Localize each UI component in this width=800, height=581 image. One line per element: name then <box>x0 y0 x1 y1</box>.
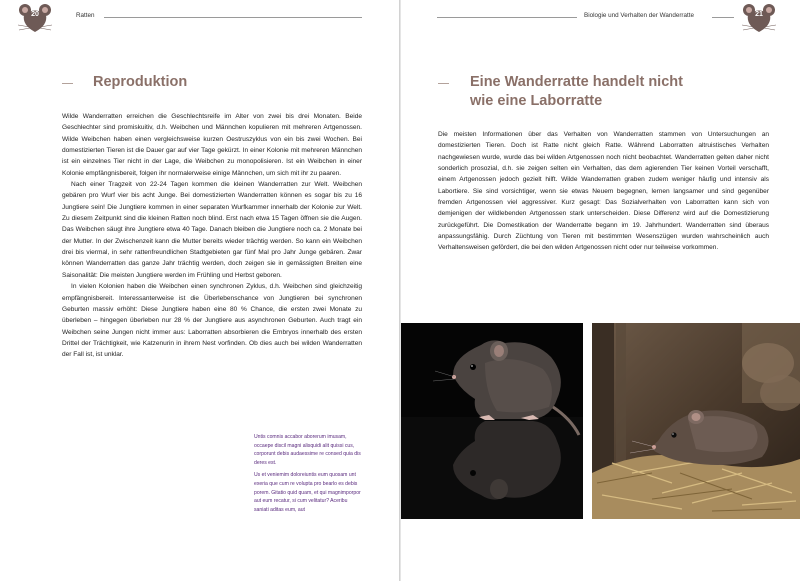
heading-dash <box>62 83 73 84</box>
running-head: Ratten <box>76 12 95 19</box>
paragraph: In vielen Kolonien haben die Weibchen einen synchronen Zyklus, d.h. Weibchen sind gleichzeitig empfängnisbereit. Interessanterweise ist die Überlebenschance von Jungtieren bei synchronen Geburten massiv erhöht: Diese Jungtiere haben eine 80 % Chance, die ersten zwei Monate zu überleben – hingegen überleben nur 28 % der Jungtiere aus asynchronen Geburten. Auch tragt ein Weibchen seine Jungen nicht immer aus: Laborratten absorbieren die Embryos innerhalb des ersten Drittel der Trächtigkeit, wie Katzenurin in ihrem Nest vorfinden. Ob dies auch bei wilden Wanderratten der Fall ist, ist unklar. <box>62 283 362 359</box>
paragraph: Wilde Wanderratten erreichen die Geschlechtsreife im Alter von zwei bis drei Monaten. Beide Geschlechter sind promiskuitiv, d.h. Weibchen und Männchen kopulieren mit mehreren Artgenossen. Wilde Weibchen haben einen vergleichsweise kurzen Oestruszyklus von ein bis zwei Wochen. Bei domestizierten Tieren ist die Dauer gar auf vier Tage gekürzt. In einer Kolonie mit mehreren Männchen ist ein einzelnes Tier nicht in der Lage, die Weibchen zu monopolisieren. Ist ein Weibchen in einer Kolonie empfängnisbereit, folgen ihr normalerweise einige Männchen, um sich mit ihr zu paaren. <box>62 113 362 177</box>
running-head: Biologie und Verhalten der Wanderratte <box>584 12 695 19</box>
header-rule <box>437 17 577 18</box>
rat-head-icon <box>18 3 52 33</box>
header-rule <box>104 17 362 18</box>
right-page <box>401 0 800 581</box>
body-text <box>62 111 362 361</box>
side-note <box>254 433 362 518</box>
left-page <box>0 0 399 581</box>
heading-line: wie eine Laborratte <box>470 93 603 109</box>
rat-in-barn-photo <box>592 323 800 519</box>
section-heading <box>470 73 683 111</box>
page-number: 21 <box>755 11 763 18</box>
page-number: 20 <box>31 11 39 18</box>
paragraph: Die meisten Informationen über das Verhalten von Wanderratten stammen von Untersuchungen an domestizierten Tieren. Doch ist Ratte nicht gleich Ratte. Während Laborratten altruistisches Verhalten nachgewiesen wurde, wurde das bei wilden Artgenossen noch nicht beobachtet. Wanderratten gelten daher nicht sonderlich prosozial, d.h. sie zeigen selten ein Verhalten, das dem agierenden Tier keinen Vorteil verschafft, einem Artgenossen jedoch gezielt hilft. Wilde Wanderratten graben zudem weniger häufig und intensiv als Labortiere. Sie sind vorsichtiger, wenn sie etwas Neuem begegnen, lernen langsamer und sind gegenüber fremden Artgenossen viel aggressiver. Kurz gesagt: Das Sozialverhalten von Laborratten kann sich von demjenigen der wildlebenden Artgenossen stark unterscheiden. Diese Differenz wird auf die Domestizierung zurückgeführt. Die Domestikation der Wanderratte begann im 19. Jahrhundert. Wanderratten sind überaus anpassungsfähig. Durch Züchtung von Tieren mit bestimmten Wesenszügen wurden wahrscheinlich auch Verhaltensweisen gefördert, die bei den wilden Artgenossen nicht oder nur teilweise vorkommen. <box>438 131 769 252</box>
heading-line: Eine Wanderratte handelt nicht <box>470 74 683 90</box>
paragraph: Nach einer Tragzeit von 22-24 Tagen kommen die kleinen Wanderratten zur Welt. Weibchen gebären pro Wurf vier bis acht Junge. Bei domestizierten Wanderratten können es sogar bis zu 16 Jungtiere sein! Die Jungtiere kommen in einer separaten Wurfkammer innerhalb der Kolonie zur Welt. Zu diesem Zeitpunkt sind die kleinen Ratten noch blind. Erst nach etwa 15 Tagen öffnen sie die Augen. Das Weibchen säugt ihre Jungtiere etwa 40 Tage. Danach bleiben die Jungtiere noch ca. 2 Monate bei der Mutter. In der Zwischenzeit kann die Mutter bereits wieder trächtig werden. So kann ein Weibchen drei bis viermal, in sehr rattenfreundlichen Stadtgebieten gar fünf Mal pro Jahr Junge gebären. Zwar können Wanderratten das ganze Jahr trächtig werden, doch zeigen sie in gemässigten Breiten eine Saisonalität: Die meisten Jungtiere werden im Frühling und Herbst geboren. <box>62 181 362 279</box>
rat-head-icon <box>742 3 776 33</box>
body-text <box>438 129 769 254</box>
header-rule <box>712 17 734 18</box>
rat-reflection-photo <box>401 323 583 519</box>
side-note-paragraph: Untis comnis accabor aborerum imusam, occaepe discil magni alisquidi alit quissi cus, corporunt debis audaessime re consed quia dis deres est. <box>254 434 361 466</box>
section-heading: Reproduktion <box>93 74 188 90</box>
heading-dash <box>438 83 449 84</box>
side-note-paragraph: Us et veniemim doloreiuntis eum quosam unt exeria que cum re volupta pro bearlo es debis porem. Gitatio quid quam, et qui magnimporpor aut eum recatur, si cum velitatur? Aceribu saniati aditas eum, aut <box>254 472 361 513</box>
